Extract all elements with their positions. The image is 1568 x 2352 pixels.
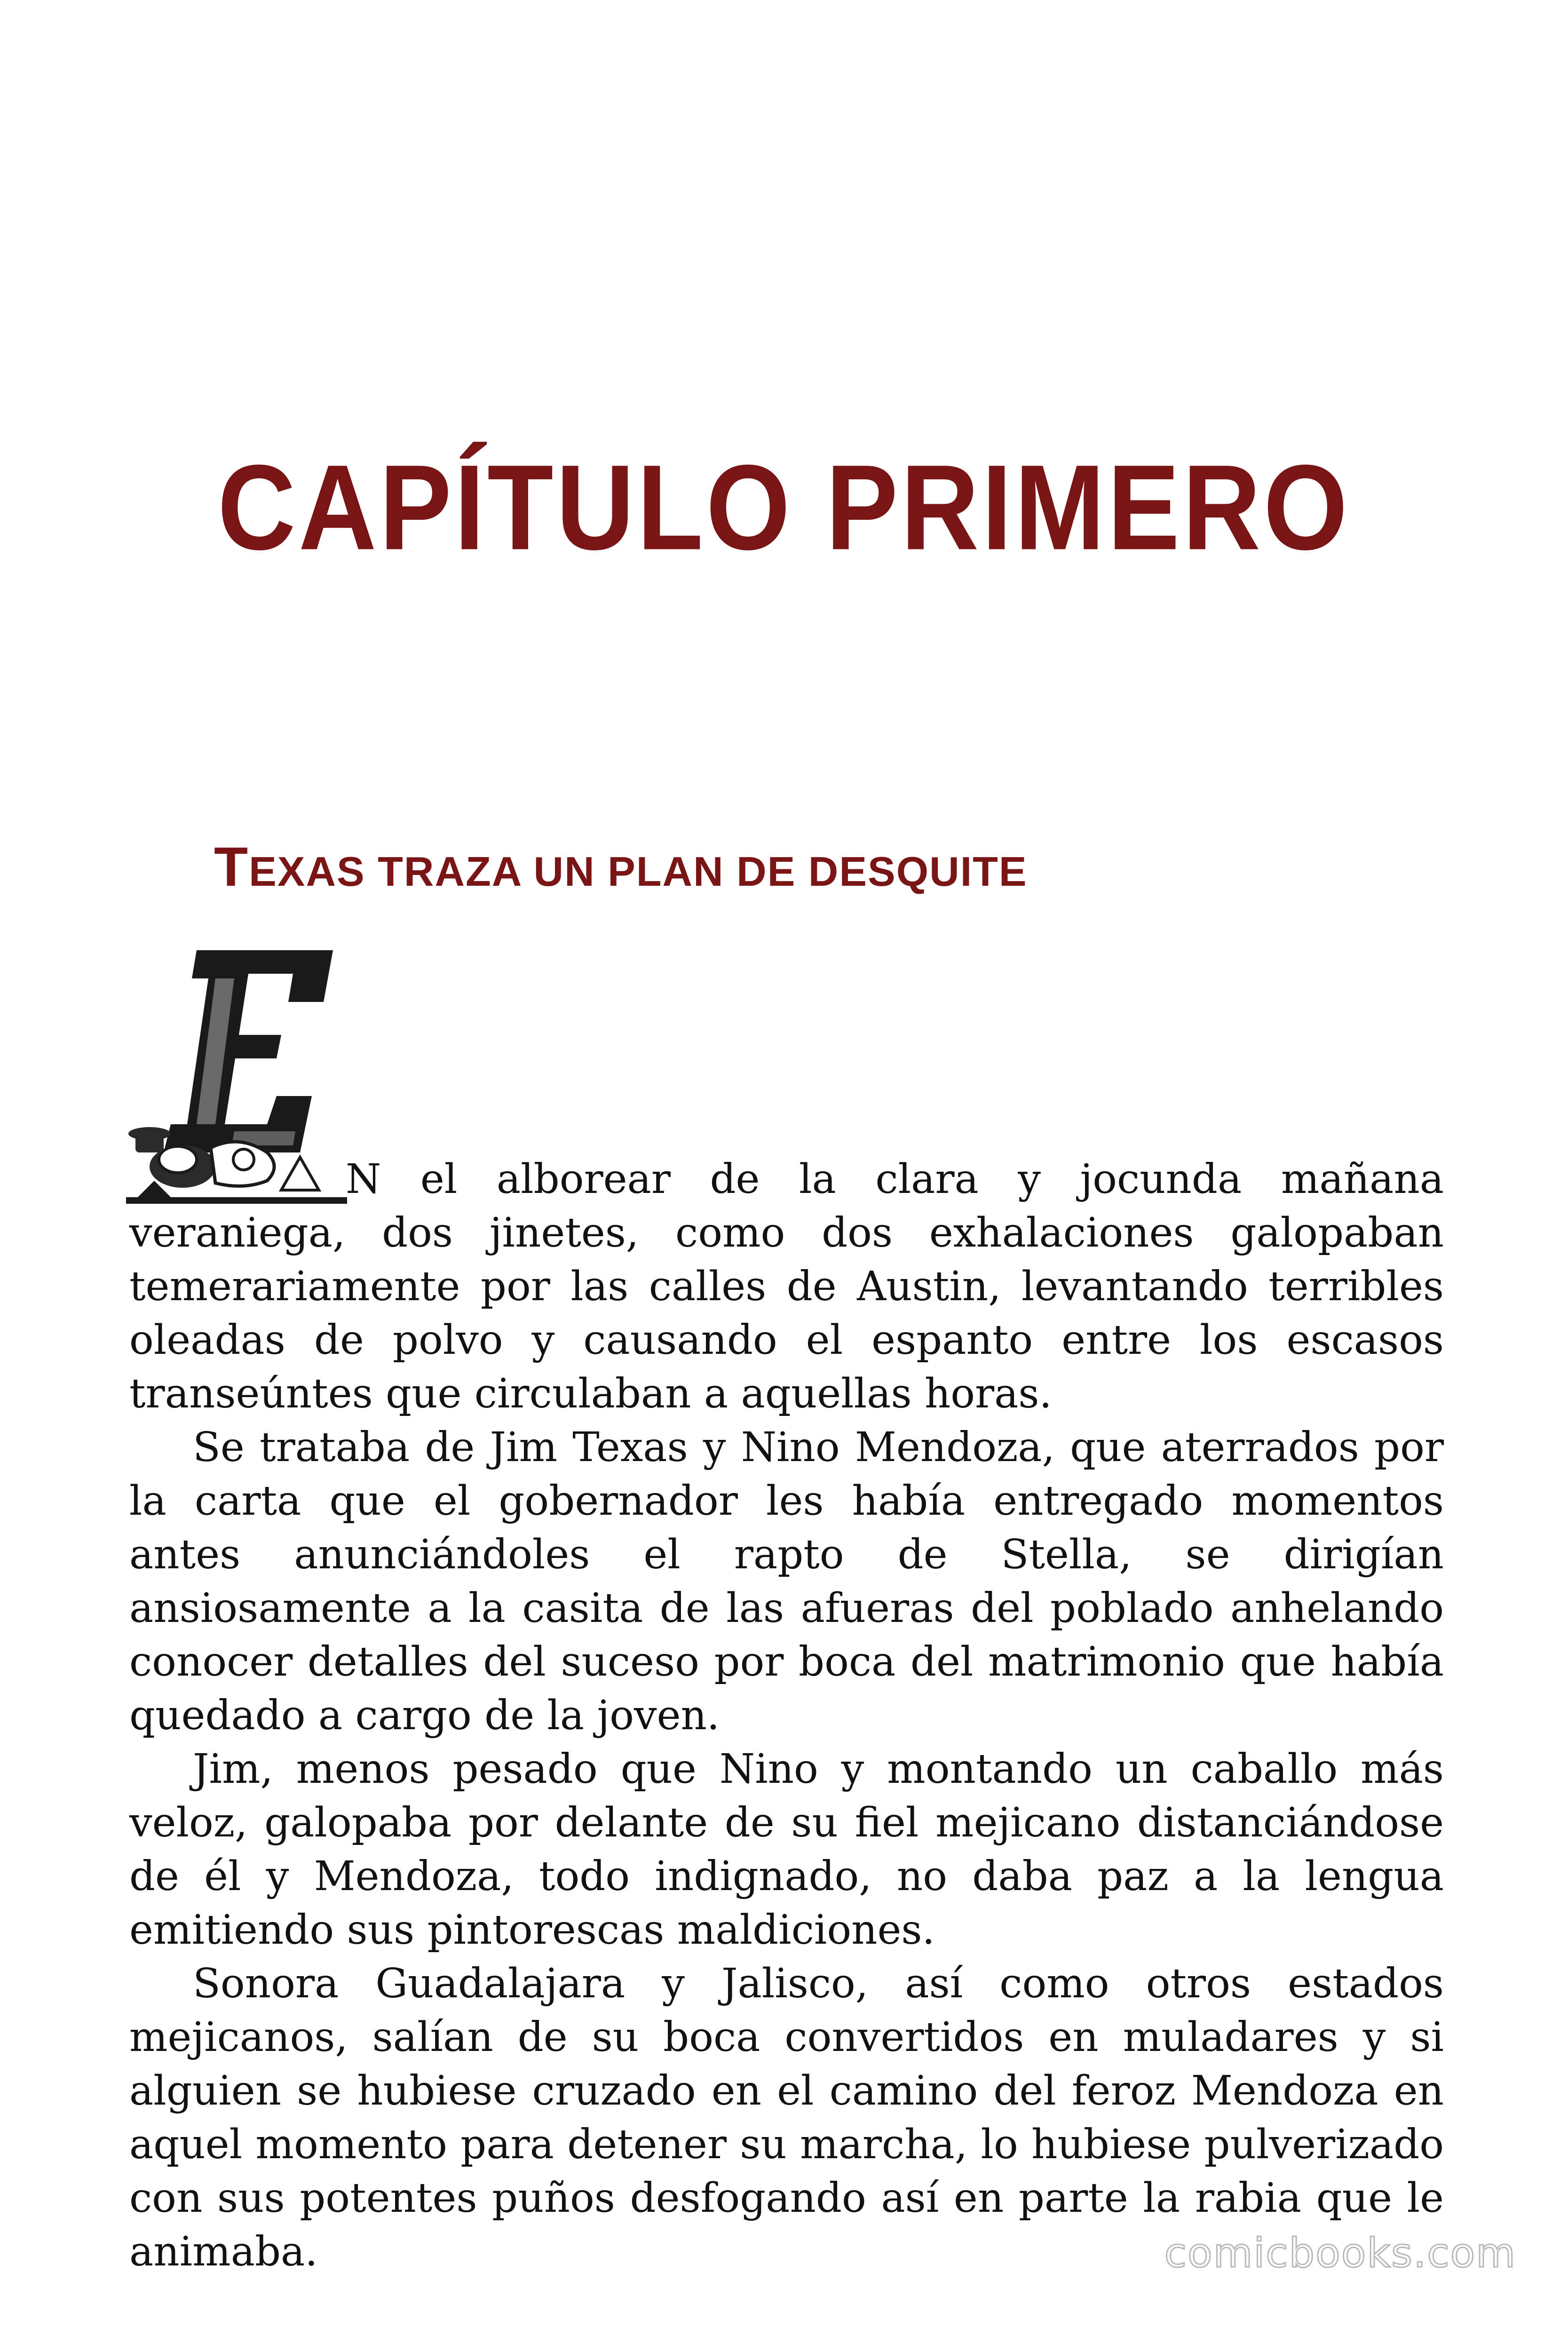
paragraph: N el alborear de la clara y jocunda mañana veraniega, dos jinetes, como dos exhalaciones galopaban temerariamente por las calles de Austin, levantando terribles oleadas de polvo y causando el espanto entre los escasos transeúntes que circulaban a aquellas horas. [129,1156,1444,1417]
chapter-title: CAPÍTULO PRIMERO [217,439,1351,575]
body-text [129,1152,1444,2279]
paragraph: Se trataba de Jim Texas y Nino Mendoza, que aterrados por la carta que el gobernador les había entregado momentos antes anunciándoles el rapto de Stella, se dirigían ansiosamente a la casita de las afueras del poblado anhelando conocer detalles del suceso por boca del matrimonio que había quedado a cargo de la joven. [129,1424,1444,1739]
section-title [214,835,1028,899]
dropcap-letter-e-icon [164,950,333,1152]
section-title-rest: EXAS TRAZA UN PLAN DE DESQUITE [249,848,1028,895]
section-title-initial: T [214,836,249,898]
paragraph: Jim, menos pesado que Nino y montando un caballo más veloz, galopaba por delante de su fiel mejicano distanciándose de él y Mendoza, todo indignado, no daba paz a la lengua emitiendo sus pintorescas maldiciones. [129,1746,1444,1954]
paragraph: Sonora Guadalajara y Jalisco, así como otros estados mejicanos, salían de su boca convertidos en muladares y si alguien se hubiese cruzado en el camino del feroz Mendoza en aquel momento para detener su marcha, lo hubiese pulverizado con sus potentes puños desfogando así en parte la rabia que le animaba. [129,1960,1444,2275]
watermark: comicbooks.com [1164,2230,1516,2277]
